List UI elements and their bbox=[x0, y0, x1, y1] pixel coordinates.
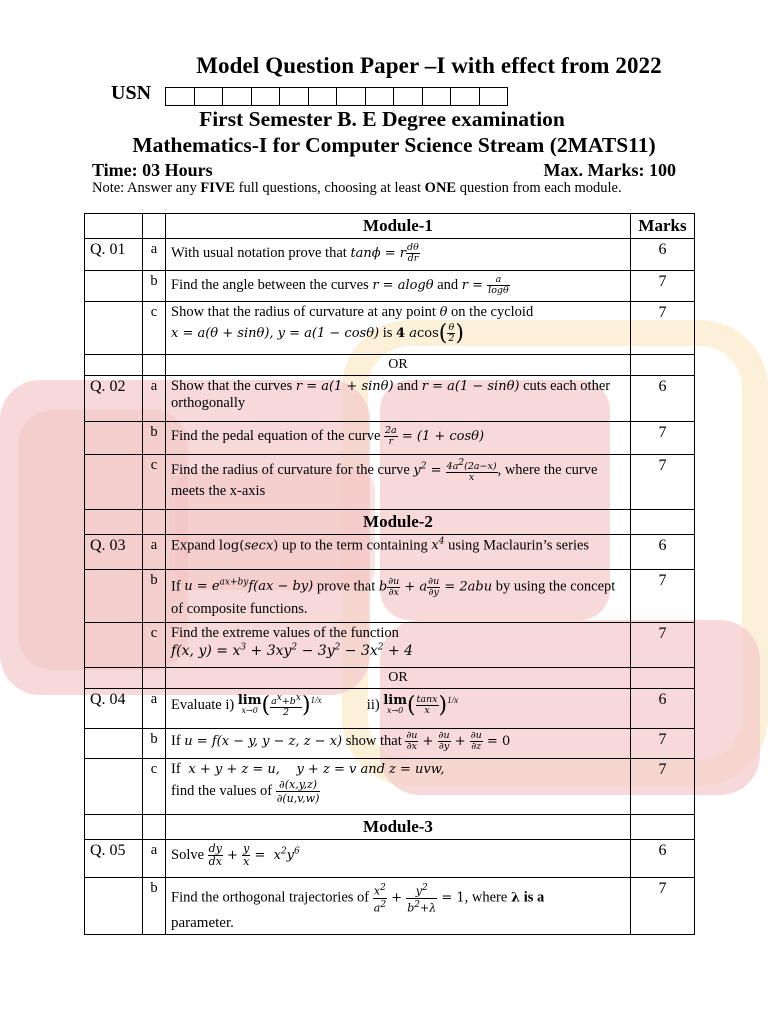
usn-label: USN bbox=[111, 82, 152, 104]
marks-value: 7 bbox=[631, 570, 695, 623]
usn-digit-box[interactable] bbox=[308, 87, 337, 106]
question-text: Solve $\frac{dy}{dx}$ + $\frac{y}{x}$ = $x^2y^6$ bbox=[166, 840, 631, 878]
table-row bbox=[85, 376, 695, 422]
table-row bbox=[85, 840, 695, 878]
table-row bbox=[85, 239, 695, 271]
question-number: Q. 01 bbox=[85, 239, 143, 271]
marks-value: 7 bbox=[631, 302, 695, 355]
table-row bbox=[85, 570, 695, 623]
usn-digit-box[interactable] bbox=[336, 87, 365, 106]
usn-digit-box[interactable] bbox=[450, 87, 479, 106]
question-text: Expand log(secx) up to the term containing $x^4$ using Maclaurin’s series bbox=[166, 535, 631, 570]
question-number: Q. 03 bbox=[85, 535, 143, 570]
question-number: Q. 05 bbox=[85, 840, 143, 878]
table-row bbox=[85, 271, 695, 302]
sub-label: b bbox=[143, 570, 166, 623]
usn-digit-box[interactable] bbox=[365, 87, 394, 106]
sub-label: b bbox=[143, 729, 166, 759]
marks-value: 7 bbox=[631, 455, 695, 510]
marks-value: 6 bbox=[631, 535, 695, 570]
question-text: Show that the curves r = a(1 + sinθ) and r = a(1 − sinθ) cuts each other orthogonally bbox=[166, 376, 631, 422]
or-separator: OR bbox=[166, 668, 631, 689]
sub-label: a bbox=[143, 840, 166, 878]
sub-label: c bbox=[143, 759, 166, 815]
table-row bbox=[85, 689, 695, 729]
question-text: If $u = e^{ax+by}f(ax - by)$ prove that b $\frac{\partial u}{\partial x}$ + a $\frac{\partial u}{\partial y}$ = 2abu by using the concept of composite functions. bbox=[166, 570, 631, 623]
question-text: Evaluate i) lim x→0 ( $\frac{a^x+b^x}{2}$ )$^{1/x}$ ii) lim x→0 ( $\frac{\tan x}{x}$ )$^{1/x}$ bbox=[166, 689, 631, 729]
usn-digit-box[interactable] bbox=[251, 87, 280, 106]
usn-digit-box[interactable] bbox=[222, 87, 251, 106]
marks-value: 7 bbox=[631, 623, 695, 668]
table-row bbox=[85, 729, 695, 759]
usn-digit-box[interactable] bbox=[165, 87, 194, 106]
question-table bbox=[84, 213, 695, 935]
module-1-heading: Module-1 bbox=[166, 214, 631, 239]
question-text: Find the radius of curvature for the curve $y^2$ = $\frac{4a^2(2a-x)}{x}$ , where the curve meets the x-axis bbox=[166, 455, 631, 510]
table-row bbox=[85, 422, 695, 455]
sub-label: c bbox=[143, 455, 166, 510]
table-row bbox=[85, 455, 695, 510]
question-text: Find the extreme values of the function f(x, $y) = x^3 + 3xy^2 - 3y^2 - 3x^2 + 4$ bbox=[166, 623, 631, 668]
page-title: Model Question Paper –I with effect from 2022 bbox=[196, 53, 662, 78]
question-text: Find the orthogonal trajectories of $\frac{x^2}{a^2}$ + $\frac{y^2}{b^2+\lambda}$ = 1, where λ is a parameter. bbox=[166, 878, 631, 934]
marks-value: 7 bbox=[631, 759, 695, 815]
usn-digit-box[interactable] bbox=[393, 87, 422, 106]
marks-value: 7 bbox=[631, 422, 695, 455]
question-text: Show that the radius of curvature at any point θ on the cycloid x = a(θ + sinθ), y = a(1 − cosθ) is 4 acos( $\frac{\theta}{2}$ ) bbox=[166, 302, 631, 355]
sub-label: b bbox=[143, 271, 166, 302]
question-text: With usual notation prove that tanϕ = r $\frac{d\theta}{dr}$ bbox=[166, 239, 631, 271]
table-row bbox=[85, 302, 695, 355]
instructions-note: Note: Answer any FIVE full questions, choosing at least ONE question from each module. bbox=[92, 180, 622, 196]
usn-digit-box[interactable] bbox=[279, 87, 308, 106]
table-row bbox=[85, 535, 695, 570]
marks-value: 6 bbox=[631, 689, 695, 729]
usn-digit-box[interactable] bbox=[194, 87, 223, 106]
sub-label: b bbox=[143, 878, 166, 934]
question-text: If u = f(x − y, y − z, z − x) show that $\frac{\partial u}{\partial x}$ + $\frac{\partial u}{\partial y}$ + $\frac{\partial u}{\partial z}$ = 0 bbox=[166, 729, 631, 759]
sub-label: a bbox=[143, 689, 166, 729]
subject-heading: Mathematics-I for Computer Science Stream (2MATS11) bbox=[132, 133, 656, 157]
marks-value: 7 bbox=[631, 878, 695, 934]
table-row bbox=[85, 623, 695, 668]
sub-label: c bbox=[143, 302, 166, 355]
question-text: Find the angle between the curves r = alogθ and r = $\frac{a}{\log\theta}$ bbox=[166, 271, 631, 302]
marks-header: Marks bbox=[631, 214, 695, 239]
sub-label: a bbox=[143, 239, 166, 271]
module-2-heading: Module-2 bbox=[166, 510, 631, 535]
marks-value: 6 bbox=[631, 840, 695, 878]
question-number: Q. 04 bbox=[85, 689, 143, 729]
marks-value: 7 bbox=[631, 729, 695, 759]
sub-label: a bbox=[143, 535, 166, 570]
table-row bbox=[85, 878, 695, 934]
usn-digit-box[interactable] bbox=[479, 87, 509, 106]
question-text: If x + y + z = u, y + z = v and z = uvw, find the values of $\frac{\partial(x,y,z)}{\partial(u,v,w)}$ bbox=[166, 759, 631, 815]
marks-value: 7 bbox=[631, 271, 695, 302]
usn-boxes[interactable] bbox=[165, 87, 508, 105]
time-label: Time: 03 Hours bbox=[92, 160, 213, 180]
or-separator: OR bbox=[166, 355, 631, 376]
question-number: Q. 02 bbox=[85, 376, 143, 422]
marks-value: 6 bbox=[631, 239, 695, 271]
semester-heading: First Semester B. E Degree examination bbox=[199, 107, 565, 131]
sub-label: b bbox=[143, 422, 166, 455]
usn-digit-box[interactable] bbox=[422, 87, 451, 106]
table-row bbox=[85, 759, 695, 815]
sub-label: c bbox=[143, 623, 166, 668]
question-text: Find the pedal equation of the curve $\frac{2a}{r}$ = (1 + cosθ) bbox=[166, 422, 631, 455]
sub-label: a bbox=[143, 376, 166, 422]
module-3-heading: Module-3 bbox=[166, 815, 631, 840]
max-marks-label: Max. Marks: 100 bbox=[543, 160, 676, 180]
marks-value: 6 bbox=[631, 376, 695, 422]
